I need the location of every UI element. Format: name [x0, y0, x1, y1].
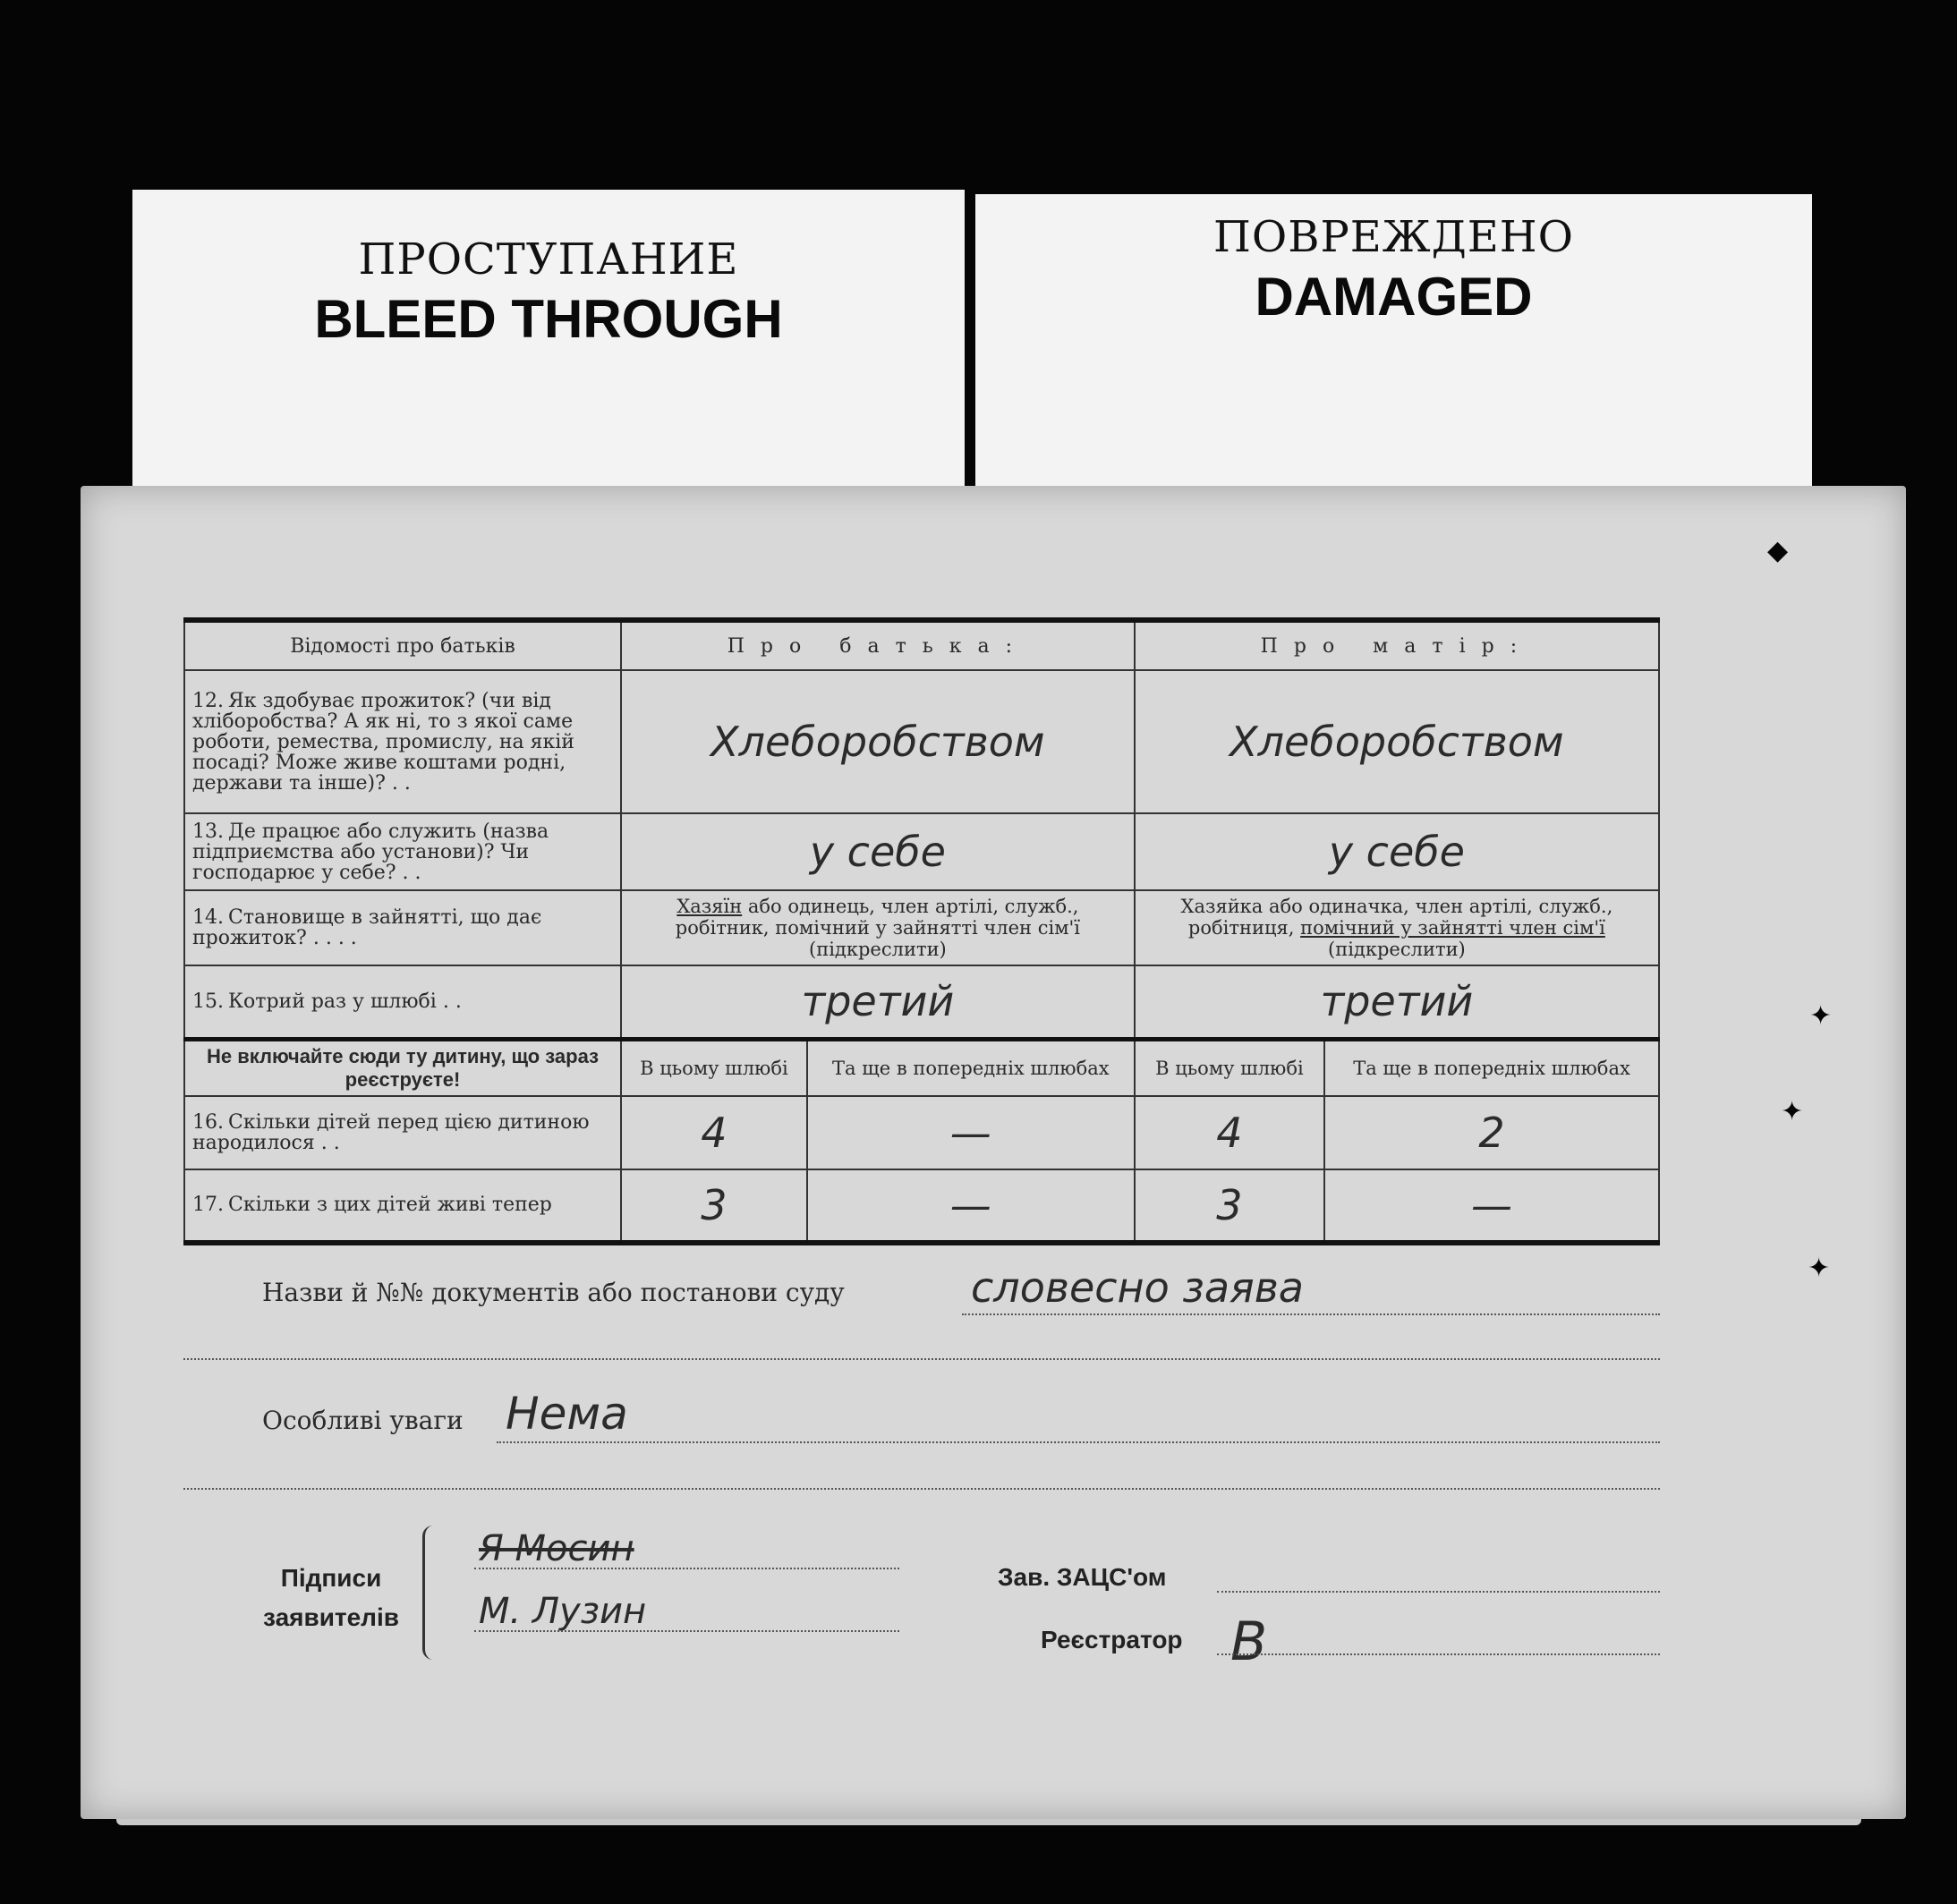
- question-15: 15. Котрий раз у шлюбі . .: [184, 965, 621, 1039]
- dotted-line: [474, 1568, 899, 1569]
- father-this-marriage-header: В цьому шлюбі: [621, 1039, 807, 1096]
- underlined-option: помічний у зайнятті член сім'ї: [1300, 917, 1605, 939]
- dotted-line: [497, 1441, 1660, 1443]
- question-14: 14. Становище в зайнятті, що дає прожиток? . . . .: [184, 890, 621, 965]
- tear-mark: ✦: [1809, 1000, 1833, 1032]
- dotted-line: [183, 1358, 1660, 1360]
- dotted-line: [1217, 1653, 1660, 1655]
- q17-father-prev: —: [807, 1169, 1135, 1243]
- underlined-option: Хазяїн: [676, 896, 743, 917]
- mother-prev-marriages-header: Та ще в попередніх шлюбах: [1324, 1039, 1659, 1096]
- dotted-line: [1217, 1591, 1660, 1593]
- bleed-through-ru: ПРОСТУПАНИЕ: [358, 234, 739, 285]
- q13-father-answer: у себе: [621, 813, 1135, 890]
- signatures-label: Підписи заявителів: [263, 1564, 399, 1631]
- header-label: Відомості про батьків: [184, 620, 621, 670]
- q17-mother-prev: —: [1324, 1169, 1659, 1243]
- tear-mark: ◆: [1767, 535, 1789, 566]
- header-mother: Про матір:: [1135, 620, 1659, 670]
- documents-label: Назви й №№ документів або постанови суду: [262, 1278, 845, 1307]
- children-note: Не включайте сюди ту дитину, що зараз реєструєте!: [184, 1039, 621, 1096]
- q16-mother-this: 4: [1135, 1096, 1324, 1169]
- remarks-value: Нема: [506, 1388, 628, 1440]
- dotted-line: [474, 1630, 899, 1632]
- bleed-through-card: [132, 190, 965, 498]
- q12-mother-answer: Хлеборобством: [1135, 670, 1659, 813]
- applicant-signature-2: М. Лузин: [479, 1591, 647, 1632]
- q15-father-answer: третий: [621, 965, 1135, 1039]
- documents-value: словесно заява: [971, 1263, 1304, 1312]
- question-13: 13. Де працює або служить (назва підприємства або установи)? Чи господарює у себе? . .: [184, 813, 621, 890]
- parents-info-table: [183, 617, 1660, 1245]
- registrar-label: Реєстратор: [1041, 1626, 1183, 1653]
- question-12: 12. Як здобуває прожиток? (чи від хліборобства? А як ні, то з якої саме роботи, ремества, промислу, на якій посаді? Може живе коштами родні, держави та інше)? . .: [184, 670, 621, 813]
- tear-mark: ✦: [1781, 1096, 1804, 1127]
- damaged-ru: ПОВРЕЖДЕНО: [1212, 212, 1575, 262]
- dotted-line: [962, 1313, 1660, 1315]
- q16-father-prev: —: [807, 1096, 1135, 1169]
- header-father: Про батька:: [621, 620, 1135, 670]
- damaged-card: [975, 194, 1812, 498]
- q17-father-this: 3: [621, 1169, 807, 1243]
- q17-mother-this: 3: [1135, 1169, 1324, 1243]
- question-17: 17. Скільки з цих дітей живі тепер: [184, 1169, 621, 1243]
- q13-mother-answer: у себе: [1135, 813, 1659, 890]
- signatures-brace: [422, 1526, 441, 1660]
- q14-father-options: Хазяїн або одинець, член артілі, служб., робітник, помічний у зайнятті член сім'ї (підкреслити): [621, 890, 1135, 965]
- father-prev-marriages-header: Та ще в попередніх шлюбах: [807, 1039, 1135, 1096]
- q16-mother-prev: 2: [1324, 1096, 1659, 1169]
- registrar-signature: В: [1230, 1611, 1268, 1673]
- dotted-line: [183, 1488, 1660, 1490]
- question-16: 16. Скільки дітей перед цією дитиною народилося . .: [184, 1096, 621, 1169]
- zags-head-label: Зав. ЗАЦС'ом: [998, 1563, 1167, 1591]
- q16-father-this: 4: [621, 1096, 807, 1169]
- applicant-signature-1: Я Мосин: [479, 1528, 634, 1569]
- bleed-through-en: BLEED THROUGH: [314, 289, 783, 349]
- q14-mother-options: Хазяйка або одиначка, член артілі, служб., робітниця, помічний у зайнятті член сім'ї (підкреслити): [1135, 890, 1659, 965]
- mother-this-marriage-header: В цьому шлюбі: [1135, 1039, 1324, 1096]
- q12-father-answer: Хлеборобством: [621, 670, 1135, 813]
- q15-mother-answer: третий: [1135, 965, 1659, 1039]
- tear-mark: ✦: [1808, 1253, 1831, 1284]
- remarks-label: Особливі уваги: [262, 1406, 464, 1435]
- damaged-en: DAMAGED: [1255, 267, 1533, 327]
